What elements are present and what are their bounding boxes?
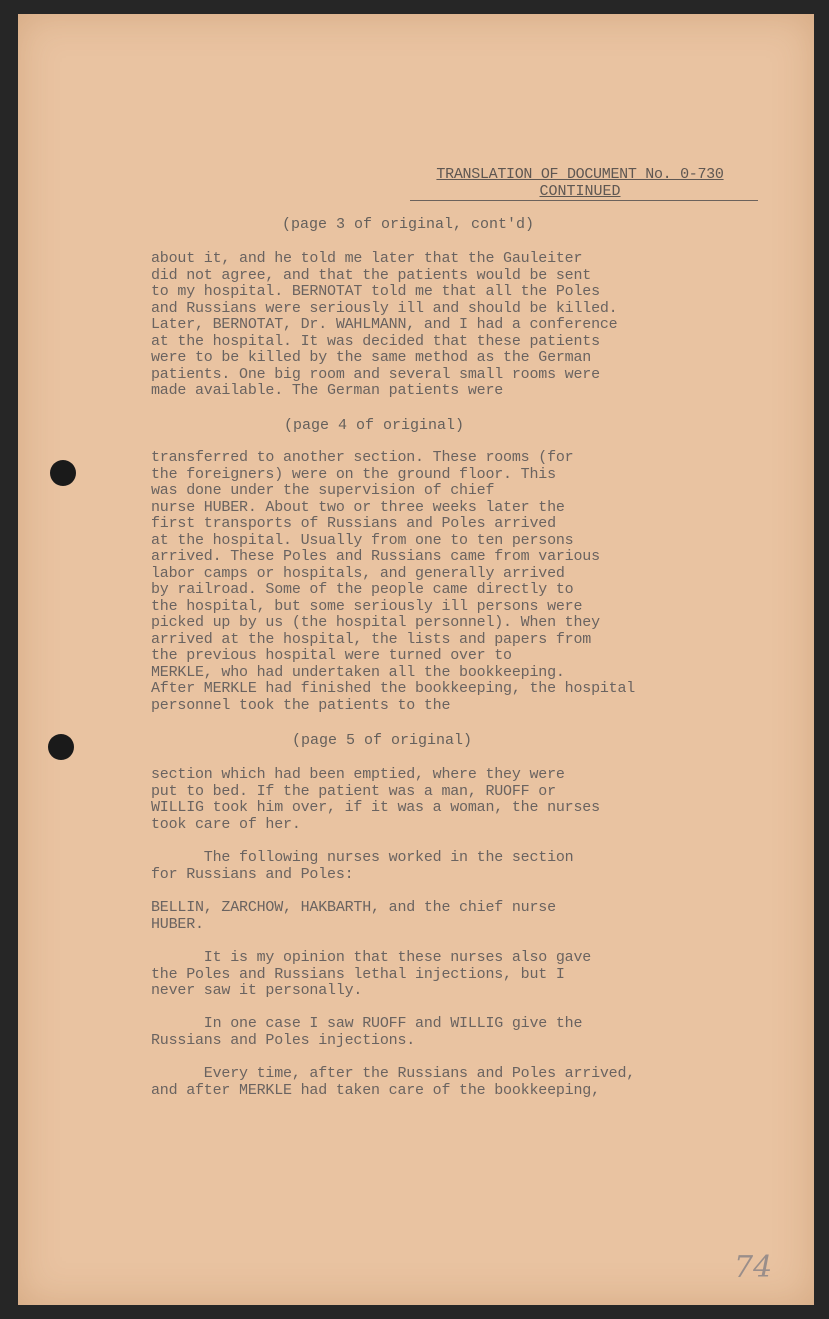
heading-rule xyxy=(410,200,758,201)
paragraph-8: Every time, after the Russians and Poles arrived, and after MERKLE had taken care of the bookkeeping, xyxy=(151,1065,636,1099)
paragraph-3: section which had been emptied, where they were put to bed. If the patient was a man, RUOFF or WILLIG took him over, if it was a woman, the nurses took care of her. xyxy=(151,766,600,833)
handwritten-page-number: 74 xyxy=(734,1250,773,1285)
punch-hole-bottom xyxy=(48,734,74,760)
paragraph-2: transferred to another section. These rooms (for the foreigners) were on the ground floor. This was done under the supervision of chief nurse HUBER. About two or three weeks later the first transports of Russians and Poles arrived at the hospital. Usually from one to ten persons arrived. These Poles and Russians came from various labor camps or hospitals, and generally arrived by railroad. Some of the people came directly to the hospital, but some seriously ill persons were picked up by us (the hospital personnel). When they arrived at the hospital, the lists and papers from the previous hospital were turned over to MERKLE, who had undertaken all the bookkeeping. After MERKLE had finished the bookkeeping, the hospital personnel took the patients to the xyxy=(151,449,636,714)
paragraph-4: The following nurses worked in the section for Russians and Poles: xyxy=(151,849,574,883)
heading-continued: CONTINUED xyxy=(539,183,621,200)
page-marker-5: (page 5 of original) xyxy=(292,732,473,749)
paragraph-5: BELLIN, ZARCHOW, HAKBARTH, and the chief nurse HUBER. xyxy=(151,899,556,933)
document-page xyxy=(18,14,814,1305)
paragraph-1: about it, and he told me later that the Gauleiter did not agree, and that the patients would be sent to my hospital. BERNOTAT told me that all the Poles and Russians were seriously ill and should be killed. Later, BERNOTAT, Dr. WAHLMANN, and I had a conference at the hospital. It was decided that these patients were to be killed by the same method as the German patients. One big room and several small rooms were made available. The German patients were xyxy=(151,250,618,399)
paragraph-6: It is my opinion that these nurses also gave the Poles and Russians lethal injections, but I never saw it personally. xyxy=(151,949,592,999)
paragraph-7: In one case I saw RUOFF and WILLIG give the Russians and Poles injections. xyxy=(151,1015,583,1049)
page-marker-3: (page 3 of original, cont'd) xyxy=(282,216,535,233)
document-heading xyxy=(410,166,750,200)
punch-hole-top xyxy=(50,460,76,486)
page-marker-4: (page 4 of original) xyxy=(284,417,465,434)
heading-title: TRANSLATION OF DOCUMENT No. 0-730 xyxy=(436,166,724,183)
